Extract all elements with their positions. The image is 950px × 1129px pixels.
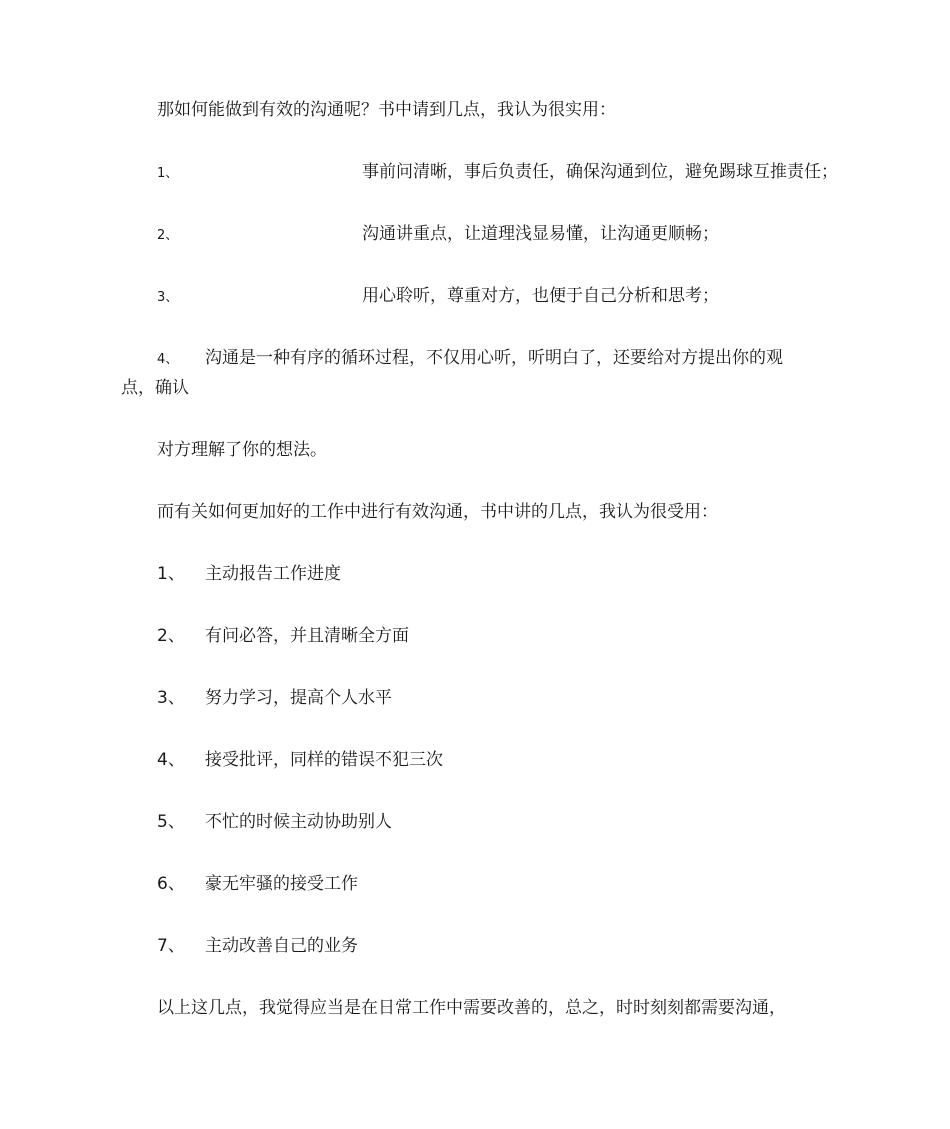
list-item-text: 沟通是一种有序的循环过程，不仅用心听，听明白了，还要给对方提出你的观 [205, 348, 783, 368]
list-item-number: 3、 [157, 688, 185, 708]
list-item-text: 沟通讲重点，让道理浅显易懂，让沟通更顺畅； [362, 224, 719, 244]
list-item-text: 事前问清晰，事后负责任，确保沟通到位，避免踢球互推责任； [362, 162, 838, 182]
list-item [157, 934, 757, 958]
list-item-number: 2、 [157, 228, 179, 243]
list-item-number: 1、 [157, 564, 185, 584]
list-item-number: 5、 [157, 812, 185, 832]
list-item [157, 810, 757, 834]
list-item-continuation: 对方理解了你的想法。 [157, 440, 327, 460]
list-item [157, 222, 937, 248]
list-item-number: 4、 [157, 352, 179, 367]
list-item-number: 4、 [157, 750, 185, 770]
paragraph-intro-1: 那如何能做到有效的沟通呢？书中请到几点，我认为很实用： [157, 100, 616, 120]
list-item-text: 用心聆听，尊重对方，也便于自己分析和思考； [362, 286, 719, 306]
list-item [157, 562, 757, 586]
list-item-text: 主动报告工作进度 [205, 564, 341, 584]
list-item [157, 872, 757, 896]
paragraph-closing: 以上这几点，我觉得应当是在日常工作中需要改善的，总之，时时刻刻都需要沟通， [157, 998, 786, 1018]
paragraph-intro-2: 而有关如何更加好的工作中进行有效沟通，书中讲的几点，我认为很受用： [157, 502, 718, 522]
list-item-number: 6、 [157, 874, 185, 894]
list-item-wrap: 点，确认 [121, 378, 189, 398]
list-item [157, 160, 937, 186]
list-item [157, 686, 757, 710]
list-item-number: 1、 [157, 166, 179, 181]
list-item-number: 7、 [157, 936, 185, 956]
list-item-text: 接受批评，同样的错误不犯三次 [205, 750, 443, 770]
list-item-text: 不忙的时候主动协助别人 [205, 812, 392, 832]
list-item-text: 努力学习，提高个人水平 [205, 688, 392, 708]
list-item-text: 有问必答，并且清晰全方面 [205, 626, 409, 646]
list-item-number: 3、 [157, 290, 179, 305]
list-item [157, 748, 757, 772]
list-item-text: 主动改善自己的业务 [205, 936, 358, 956]
list-item-text: 豪无牢骚的接受工作 [205, 874, 358, 894]
list-item [157, 346, 937, 372]
list-item [157, 284, 937, 310]
list-item-number: 2、 [157, 626, 185, 646]
list-item [157, 624, 757, 648]
